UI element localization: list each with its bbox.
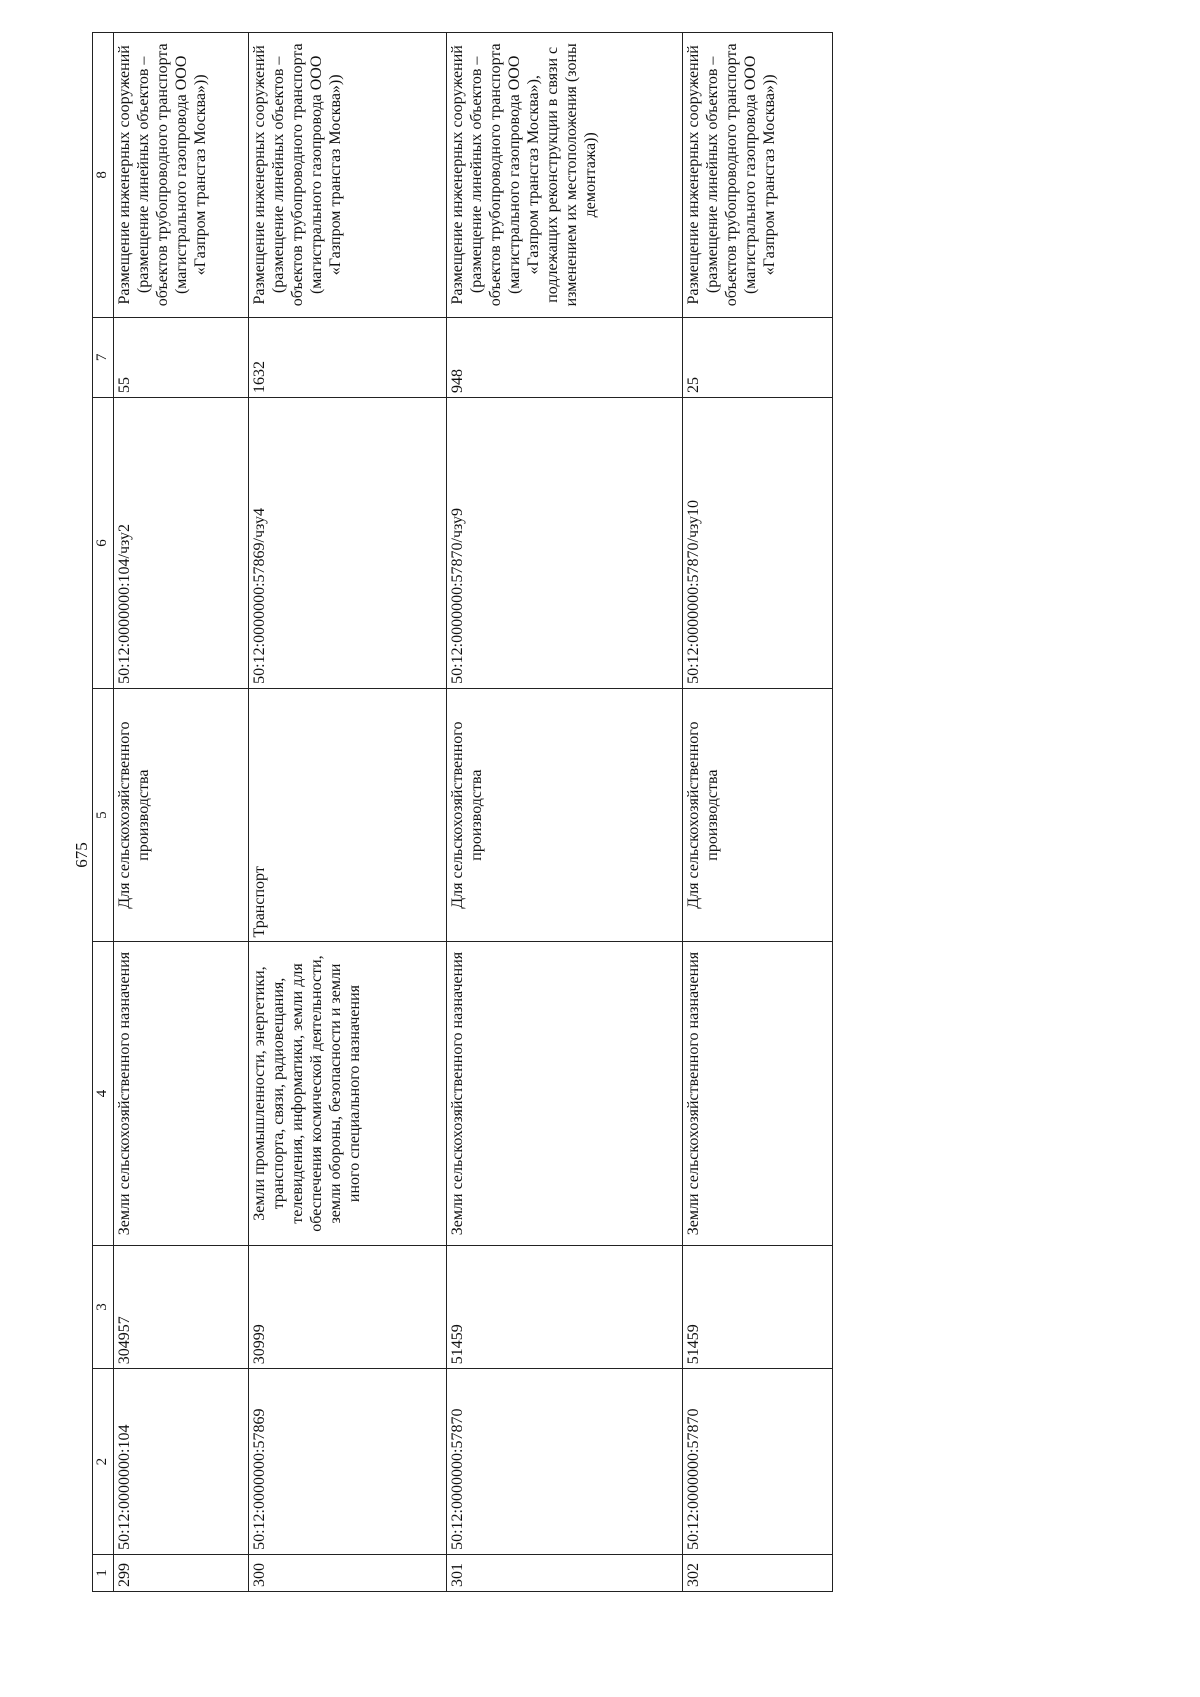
header-col-5: 5 [93, 688, 114, 942]
encumbrance-purpose: Размещение инженерных сооружений (размещение линейных объектов – объектов трубопроводного транспорта (магистрального газопровода ООО «Газпром трансгаз Москва»), подлежащих реконструкции в связи с изменением их местоположения (зоны демонтажа)) [447, 33, 683, 318]
permitted-use: Для сельскохозяйственного производства [683, 688, 833, 942]
table-row [447, 33, 683, 1592]
land-part-id: 50:12:0000000:57869/чзу4 [249, 398, 447, 689]
land-part-id: 50:12:0000000:57870/чзу9 [447, 398, 683, 689]
cadastral-number: 50:12:0000000:57870 [683, 1369, 833, 1555]
table-row [683, 33, 833, 1592]
header-col-7: 7 [93, 317, 114, 397]
header-col-2: 2 [93, 1369, 114, 1555]
table-row [249, 33, 447, 1592]
row-number: 299 [114, 1554, 249, 1591]
header-col-4: 4 [93, 942, 114, 1245]
land-category: Земли промышленности, энергетики, транспорта, связи, радиовещания, телевидения, информатики, земли для обеспечения космической деятельности, земли обороны, безопасности и земли иного специального назначения [249, 942, 447, 1245]
land-parcels-table [92, 32, 833, 1592]
header-col-8: 8 [93, 33, 114, 318]
land-part-id: 50:12:0000000:104/чзу2 [114, 398, 249, 689]
land-category: Земли сельскохозяйственного назначения [683, 942, 833, 1245]
encumbrance-purpose: Размещение инженерных сооружений (размещение линейных объектов – объектов трубопроводного транспорта (магистрального газопровода ООО «Газпром трансгаз Москва»)) [249, 33, 447, 318]
land-category: Земли сельскохозяйственного назначения [447, 942, 683, 1245]
row-number: 300 [249, 1554, 447, 1591]
part-area: 948 [447, 317, 683, 397]
cadastral-number: 50:12:0000000:57869 [249, 1369, 447, 1555]
total-area: 30999 [249, 1245, 447, 1369]
encumbrance-purpose: Размещение инженерных сооружений (размещение линейных объектов – объектов трубопроводного транспорта (магистрального газопровода ООО «Газпром трансгаз Москва»)) [114, 33, 249, 318]
permitted-use: Транспорт [249, 688, 447, 942]
cadastral-number: 50:12:0000000:104 [114, 1369, 249, 1555]
permitted-use: Для сельскохозяйственного производства [447, 688, 683, 942]
permitted-use: Для сельскохозяйственного производства [114, 688, 249, 942]
page-number: 675 [72, 842, 91, 868]
header-col-3: 3 [93, 1245, 114, 1369]
header-col-1: 1 [93, 1554, 114, 1591]
land-category: Земли сельскохозяйственного назначения [114, 942, 249, 1245]
part-area: 25 [683, 317, 833, 397]
part-area: 55 [114, 317, 249, 397]
encumbrance-purpose: Размещение инженерных сооружений (размещение линейных объектов – объектов трубопроводного транспорта (магистрального газопровода ООО «Газпром трансгаз Москва»)) [683, 33, 833, 318]
total-area: 51459 [683, 1245, 833, 1369]
land-part-id: 50:12:0000000:57870/чзу10 [683, 398, 833, 689]
table-header-row [93, 33, 114, 1592]
total-area: 51459 [447, 1245, 683, 1369]
rotated-table-content [92, 32, 872, 1592]
row-number: 302 [683, 1554, 833, 1591]
cadastral-number: 50:12:0000000:57870 [447, 1369, 683, 1555]
total-area: 304957 [114, 1245, 249, 1369]
row-number: 301 [447, 1554, 683, 1591]
part-area: 1632 [249, 317, 447, 397]
table-row [114, 33, 249, 1592]
header-col-6: 6 [93, 398, 114, 689]
rotated-table-frame [92, 32, 872, 1592]
